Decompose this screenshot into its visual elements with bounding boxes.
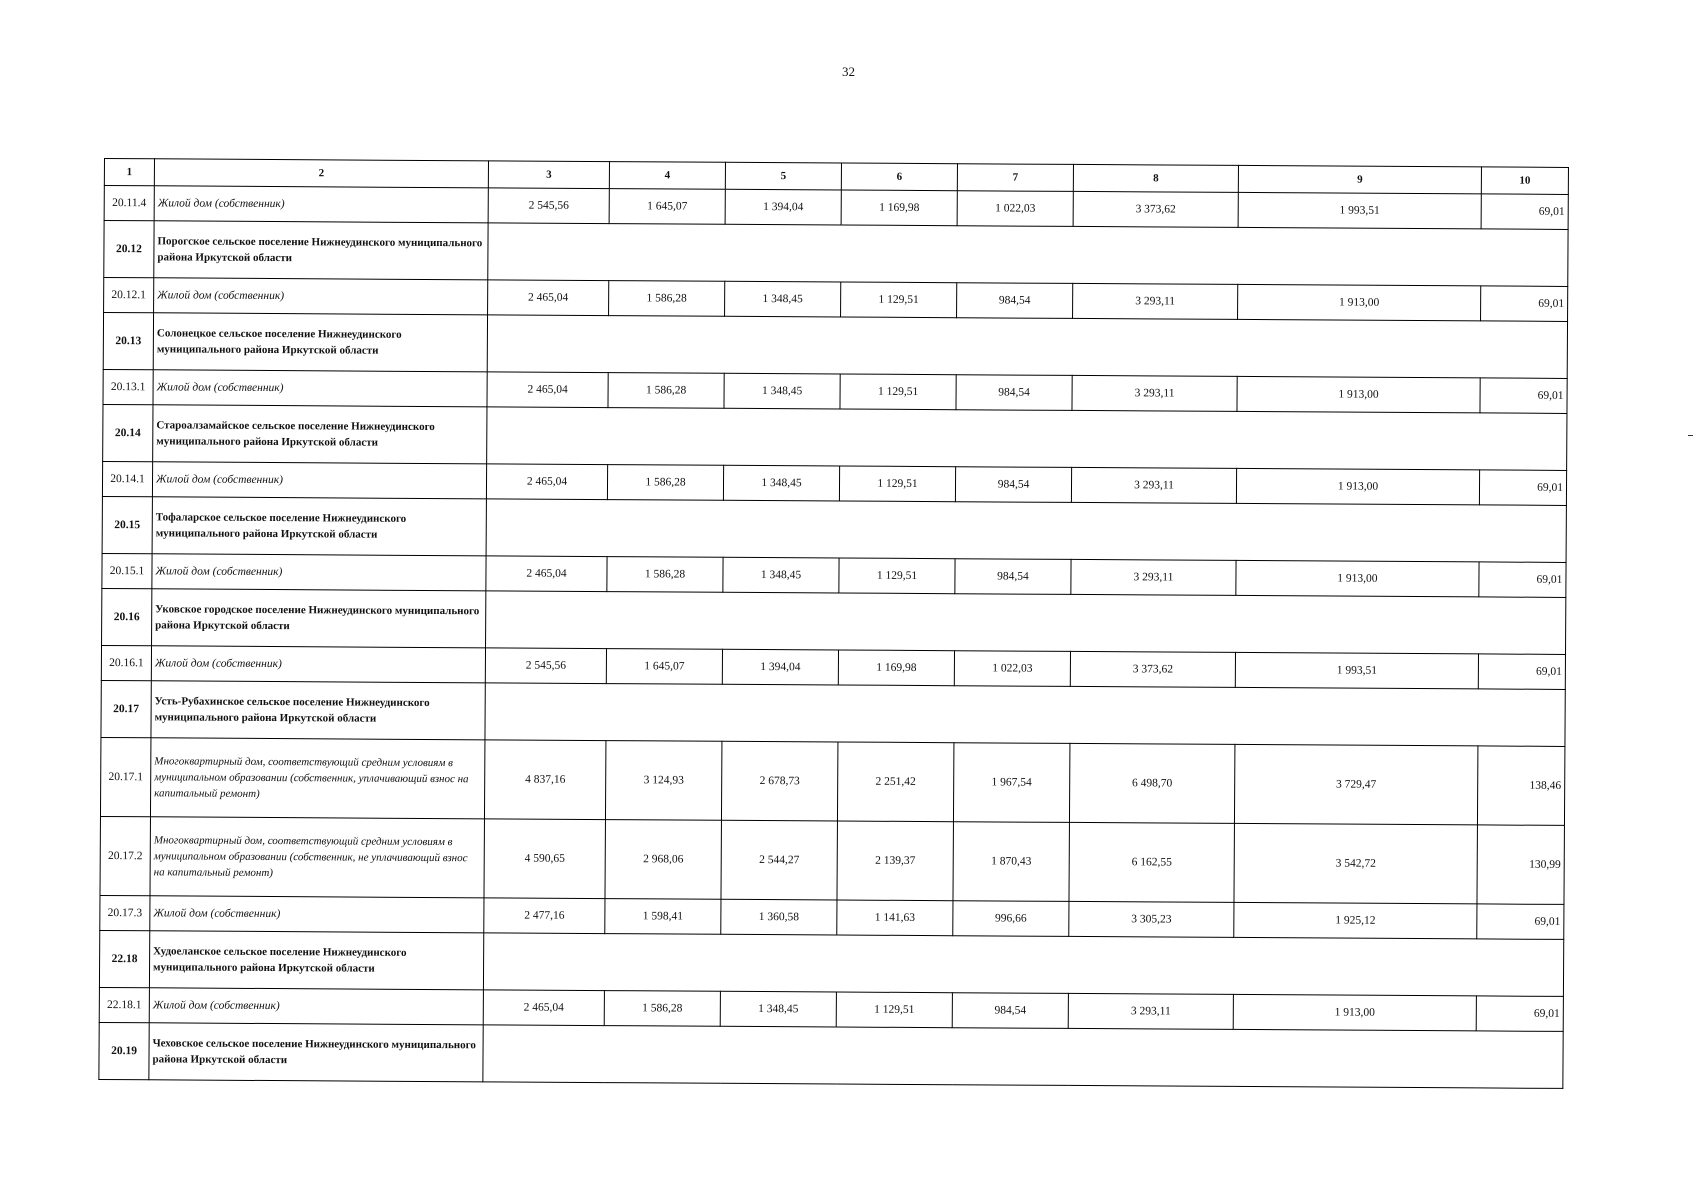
row-code: 20.14 bbox=[103, 404, 153, 461]
group-row-empty-span bbox=[485, 683, 1565, 747]
row-code: 20.13 bbox=[103, 313, 153, 370]
row-name: Многоквартирный дом, соответствующий средним условиям в муниципальном образовании (собственник, уплачивающий взнос на капитальный ремонт) bbox=[150, 738, 484, 819]
value-cell-col-3: 2 465,04 bbox=[486, 464, 607, 500]
value-cell-col-8: 6 162,55 bbox=[1069, 822, 1234, 902]
row-code: 20.17 bbox=[101, 680, 151, 737]
tariff-table bbox=[98, 158, 1569, 1089]
row-name: Тофаларское сельское поселение Нижнеудинского муниципального района Иркутской области bbox=[152, 497, 486, 556]
value-cell-col-6: 1 129,51 bbox=[841, 282, 957, 318]
value-cell-col-5: 1 348,45 bbox=[724, 373, 840, 409]
row-name: Жилой дом (собственник) bbox=[149, 988, 483, 1025]
value-cell-col-4: 1 586,28 bbox=[609, 281, 725, 317]
group-row bbox=[103, 313, 1567, 379]
value-cell-col-7: 984,54 bbox=[956, 375, 1072, 411]
value-cell-col-9: 1 913,00 bbox=[1238, 284, 1481, 320]
value-cell-col-8: 3 293,11 bbox=[1068, 993, 1233, 1029]
group-row-empty-span bbox=[486, 591, 1566, 655]
value-cell-col-10: 69,01 bbox=[1481, 286, 1568, 322]
group-row bbox=[102, 496, 1566, 562]
column-header-5: 5 bbox=[725, 162, 841, 190]
row-code: 20.17.1 bbox=[100, 737, 150, 816]
value-cell-col-6: 1 169,98 bbox=[841, 190, 957, 226]
row-name: Чеховское сельское поселение Нижнеудинского муниципального района Иркутской области bbox=[149, 1023, 483, 1082]
group-row-empty-span bbox=[488, 223, 1568, 287]
value-cell-col-8: 3 373,62 bbox=[1070, 651, 1235, 687]
value-cell-col-10: 69,01 bbox=[1477, 904, 1564, 940]
value-cell-col-3: 2 545,56 bbox=[488, 188, 609, 224]
value-cell-col-4: 1 586,28 bbox=[604, 991, 720, 1027]
value-cell-col-8: 3 293,11 bbox=[1073, 283, 1238, 319]
table-row bbox=[100, 816, 1564, 904]
column-header-9: 9 bbox=[1238, 165, 1481, 193]
column-header-8: 8 bbox=[1073, 164, 1238, 192]
value-cell-col-4: 1 645,07 bbox=[606, 649, 722, 685]
group-row bbox=[99, 930, 1563, 996]
value-cell-col-5: 1 360,58 bbox=[721, 899, 837, 935]
value-cell-col-10: 69,01 bbox=[1481, 194, 1568, 230]
row-name: Жилой дом (собственник) bbox=[154, 186, 488, 223]
value-cell-col-10: 69,01 bbox=[1478, 654, 1565, 690]
value-cell-col-9: 1 913,00 bbox=[1237, 376, 1480, 412]
page-number: 32 bbox=[842, 64, 855, 79]
value-cell-col-8: 3 373,62 bbox=[1073, 191, 1238, 227]
row-name: Уковское городское поселение Нижнеудинского муниципального района Иркутской области bbox=[152, 589, 486, 648]
value-cell-col-9: 1 925,12 bbox=[1234, 902, 1477, 938]
value-cell-col-8: 3 293,11 bbox=[1072, 375, 1237, 411]
value-cell-col-7: 1 870,43 bbox=[953, 822, 1069, 902]
value-cell-col-5: 2 678,73 bbox=[721, 741, 837, 821]
group-row-empty-span bbox=[483, 1025, 1563, 1089]
row-name: Жилой дом (собственник) bbox=[153, 370, 487, 407]
value-cell-col-4: 1 645,07 bbox=[609, 189, 725, 225]
value-cell-col-6: 1 169,98 bbox=[838, 650, 954, 686]
value-cell-col-7: 984,54 bbox=[955, 467, 1071, 503]
column-header-6: 6 bbox=[841, 163, 957, 191]
value-cell-col-3: 4 837,16 bbox=[484, 740, 605, 820]
table-body bbox=[99, 186, 1568, 1089]
value-cell-col-6: 1 129,51 bbox=[839, 558, 955, 594]
value-cell-col-6: 1 141,63 bbox=[837, 900, 953, 936]
row-code: 20.16.1 bbox=[101, 645, 151, 680]
column-header-10: 10 bbox=[1481, 167, 1568, 195]
value-cell-col-6: 1 129,51 bbox=[840, 374, 956, 410]
value-cell-col-3: 2 465,04 bbox=[483, 990, 604, 1026]
row-name: Усть-Рубахинское сельское поселение Нижнеудинского муниципального района Иркутской области bbox=[151, 681, 485, 740]
row-name: Солонецкое сельское поселение Нижнеудинского муниципального района Иркутской области bbox=[153, 313, 487, 372]
row-name: Староалзамайское сельское поселение Нижнеудинского муниципального района Иркутской области bbox=[153, 405, 487, 464]
value-cell-col-5: 1 394,04 bbox=[725, 189, 841, 225]
value-cell-col-7: 1 967,54 bbox=[953, 743, 1069, 823]
value-cell-col-6: 2 139,37 bbox=[837, 821, 953, 901]
value-cell-col-3: 2 545,56 bbox=[485, 648, 606, 684]
value-cell-col-10: 69,01 bbox=[1479, 562, 1566, 598]
value-cell-col-4: 3 124,93 bbox=[605, 741, 721, 821]
row-name: Жилой дом (собственник) bbox=[150, 896, 484, 933]
group-row bbox=[104, 221, 1568, 287]
value-cell-col-9: 3 542,72 bbox=[1234, 823, 1477, 903]
value-cell-col-9: 1 913,00 bbox=[1236, 468, 1479, 504]
value-cell-col-3: 2 465,04 bbox=[486, 556, 607, 592]
value-cell-col-6: 1 129,51 bbox=[836, 992, 952, 1028]
row-code: 20.15.1 bbox=[102, 553, 152, 588]
value-cell-col-9: 1 913,00 bbox=[1236, 560, 1479, 596]
value-cell-col-4: 1 586,28 bbox=[607, 465, 723, 501]
value-cell-col-3: 2 465,04 bbox=[488, 280, 609, 316]
group-row bbox=[103, 404, 1567, 470]
row-name: Многоквартирный дом, соответствующий средним условиям в муниципальном образовании (собственник, не уплачивающий взнос на капитальный ремонт) bbox=[150, 817, 484, 898]
column-header-7: 7 bbox=[957, 164, 1073, 192]
table-row bbox=[100, 737, 1564, 825]
value-cell-col-9: 1 913,00 bbox=[1233, 994, 1476, 1030]
value-cell-col-4: 1 598,41 bbox=[605, 899, 721, 935]
row-name: Жилой дом (собственник) bbox=[151, 646, 485, 683]
row-code: 20.16 bbox=[102, 588, 152, 645]
group-row-empty-span bbox=[483, 933, 1563, 997]
value-cell-col-7: 984,54 bbox=[952, 993, 1068, 1029]
row-name: Худоеланское сельское поселение Нижнеудинского муниципального района Иркутской области bbox=[149, 931, 483, 990]
row-name: Жилой дом (собственник) bbox=[152, 554, 486, 591]
value-cell-col-7: 1 022,03 bbox=[954, 651, 1070, 687]
row-code: 22.18 bbox=[99, 930, 149, 987]
value-cell-col-9: 1 993,51 bbox=[1235, 652, 1478, 688]
column-header-1: 1 bbox=[104, 159, 154, 186]
value-cell-col-7: 1 022,03 bbox=[957, 191, 1073, 227]
value-cell-col-10: 138,46 bbox=[1477, 746, 1564, 826]
value-cell-col-5: 1 348,45 bbox=[723, 557, 839, 593]
group-row bbox=[101, 680, 1565, 746]
row-name: Порогское сельское поселение Нижнеудинского муниципального района Иркутской области bbox=[154, 221, 488, 280]
value-cell-col-7: 984,54 bbox=[955, 559, 1071, 595]
row-code: 20.17.2 bbox=[100, 816, 150, 895]
group-row-empty-span bbox=[486, 499, 1566, 563]
column-header-2: 2 bbox=[154, 159, 488, 188]
scan-edge-mark bbox=[1688, 435, 1693, 436]
value-cell-col-5: 2 544,27 bbox=[721, 820, 837, 900]
row-code: 22.18.1 bbox=[99, 987, 149, 1022]
value-cell-col-5: 1 348,45 bbox=[725, 281, 841, 317]
value-cell-col-9: 3 729,47 bbox=[1234, 744, 1477, 824]
value-cell-col-5: 1 394,04 bbox=[722, 649, 838, 685]
value-cell-col-8: 3 293,11 bbox=[1071, 559, 1236, 595]
row-code: 20.12.1 bbox=[104, 278, 154, 313]
value-cell-col-8: 6 498,70 bbox=[1069, 743, 1234, 823]
value-cell-col-5: 1 348,45 bbox=[720, 991, 836, 1027]
value-cell-col-10: 130,99 bbox=[1477, 825, 1564, 905]
row-name: Жилой дом (собственник) bbox=[154, 278, 488, 315]
value-cell-col-5: 1 348,45 bbox=[723, 465, 839, 501]
column-header-4: 4 bbox=[609, 162, 725, 190]
group-row bbox=[99, 1022, 1563, 1088]
value-cell-col-3: 2 465,04 bbox=[487, 372, 608, 408]
group-row bbox=[102, 588, 1566, 654]
value-cell-col-6: 1 129,51 bbox=[839, 466, 955, 502]
value-cell-col-10: 69,01 bbox=[1479, 470, 1566, 506]
row-code: 20.12 bbox=[104, 221, 154, 278]
value-cell-col-10: 69,01 bbox=[1476, 996, 1563, 1032]
value-cell-col-10: 69,01 bbox=[1480, 378, 1567, 414]
row-code: 20.17.3 bbox=[100, 895, 150, 930]
row-code: 20.14.1 bbox=[102, 461, 152, 496]
value-cell-col-8: 3 305,23 bbox=[1069, 901, 1234, 937]
row-code: 20.19 bbox=[99, 1022, 149, 1079]
value-cell-col-4: 1 586,28 bbox=[607, 557, 723, 593]
group-row-empty-span bbox=[487, 407, 1567, 471]
tariff-table-container bbox=[98, 158, 1568, 1089]
row-code: 20.15 bbox=[102, 496, 152, 553]
value-cell-col-8: 3 293,11 bbox=[1071, 467, 1236, 503]
value-cell-col-3: 2 477,16 bbox=[484, 898, 605, 934]
value-cell-col-7: 996,66 bbox=[953, 901, 1069, 937]
row-name: Жилой дом (собственник) bbox=[152, 462, 486, 499]
column-header-3: 3 bbox=[488, 161, 609, 189]
group-row-empty-span bbox=[487, 315, 1567, 379]
value-cell-col-3: 4 590,65 bbox=[484, 819, 605, 899]
value-cell-col-4: 2 968,06 bbox=[605, 820, 721, 900]
value-cell-col-4: 1 586,28 bbox=[608, 373, 724, 409]
row-code: 20.11.4 bbox=[104, 186, 154, 221]
row-code: 20.13.1 bbox=[103, 369, 153, 404]
value-cell-col-9: 1 993,51 bbox=[1238, 192, 1481, 228]
value-cell-col-7: 984,54 bbox=[957, 283, 1073, 319]
value-cell-col-6: 2 251,42 bbox=[837, 742, 953, 822]
